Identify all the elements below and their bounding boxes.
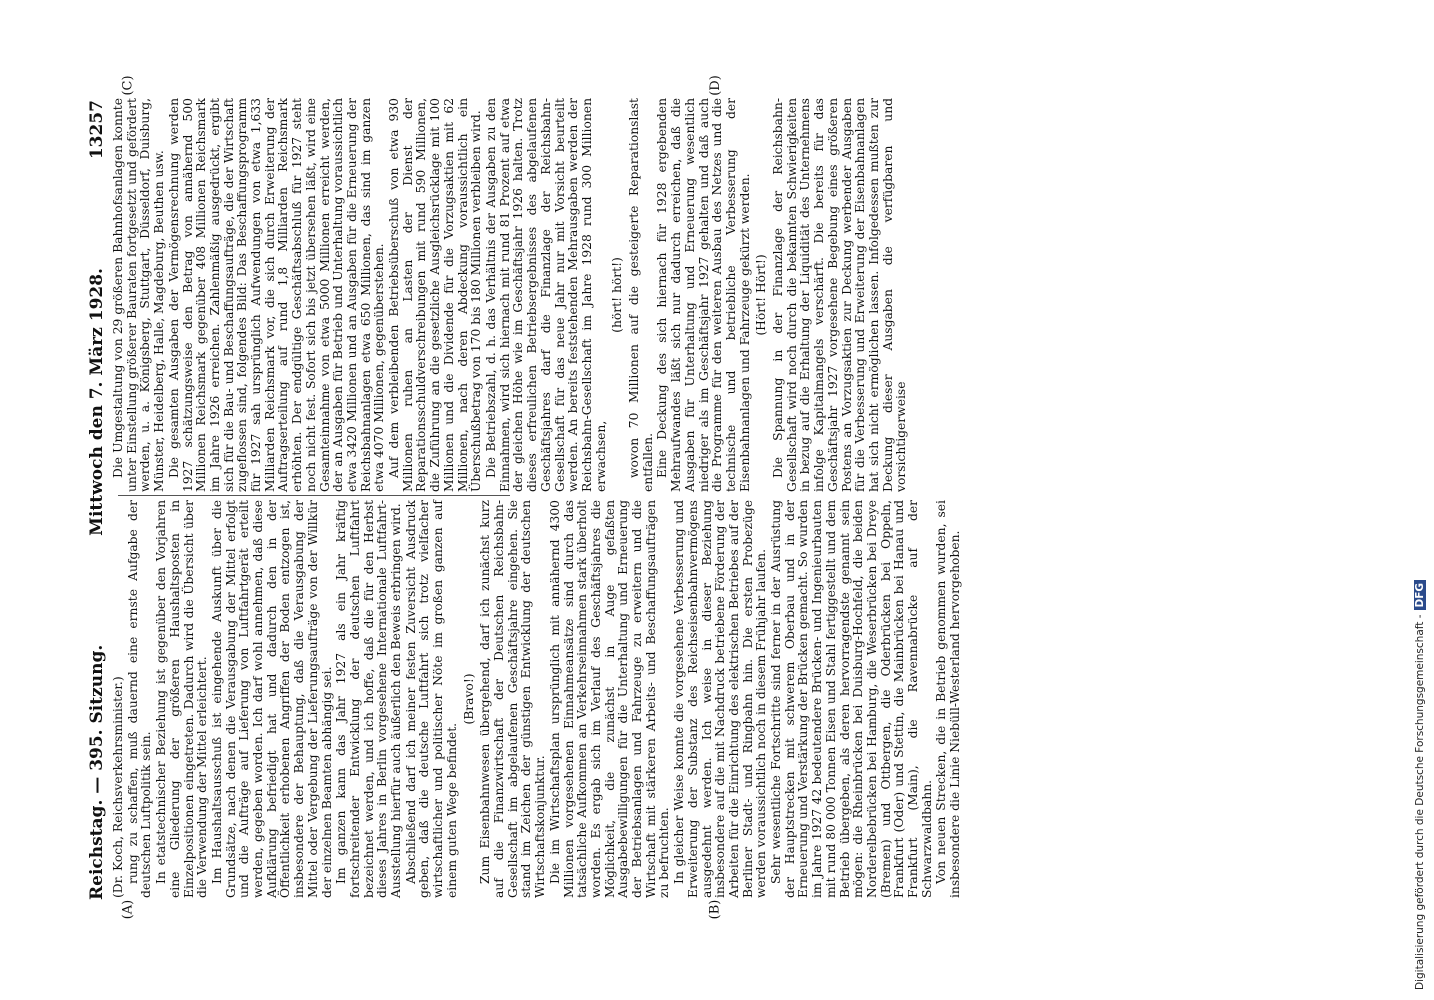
page-header [82,100,112,900]
margin-mark-a: (A) [120,899,136,920]
dfg-sidebar [1414,580,1426,990]
paragraph: wovon 70 Millionen auf die gesteigerte Reparationslast entfallen. [627,98,655,492]
paragraph: In gleicher Weise konnte die vorgesehene Verbesserung und Erweiterung der Substanz des Reichseisenbahnvermögens ausgedehnt werden. Ich weise in dieser Beziehung insbesondere auf die mit Nachdruck betriebene Förderung der Arbeiten für die Einrichtung des elektrischen Betriebes auf der Berliner Stadt- und Ringbahn hin. Die ersten Probezüge werden voraussichtlich noch in diesem Frühjahr laufen. [672,500,769,898]
paragraph: Die im Wirtschaftsplan ursprünglich mit annähernd 4300 Millionen vorgesehenen Einnahmeansätze sind durch das tatsächliche Aufkommen an Verkehrseinnahmen stark überholt worden. Es ergab sich im Verlauf des Geschäftsjahres die Möglichkeit, die zunächst in Auge gefaßten Ausgabebewilligungen für die Unterhaltung und Erneuerung der Betriebsanlagen und Fahrzeuge zu erweitern und die Wirtschaft mit stärkeren Arbeits- und Beschaffungsaufträgen zu befruchten. [547,500,672,898]
paragraph: Abschließend darf ich meiner festen Zuversicht Ausdruck geben, daß die deutsche Luftfahrt sich trotz vielfacher wirtschaftlicher und politischer Nöte im großen ganzen auf einem guten Wege befindet. [403,500,459,898]
interjection: (Bravo!) [461,673,476,725]
paragraph: Die Umgestaltung von 29 größeren Bahnhofsanlagen konnte unter Einstellung größerer Bauraten fortgesetzt und gefördert werden, u. a. Königsberg, Stuttgart, Düsseldorf, Duisburg, Münster, Heidelberg, Halle, Magdeburg, Beuthen usw. [111,98,167,492]
interjection: (Hört! Hört!) [754,254,769,336]
sidebar-text: Digitalisierung gefördert durch die Deutsche Forschungsgemeinschaft - [1414,614,1426,990]
paragraph: rung zu schaffen, muß dauernd eine ernste Aufgabe der deutschen Luftpolitik sein. [125,500,154,898]
paragraph: Sehr wesentliche Fortschritte sind ferner in der Ausrüstung der Hauptstrecken mit schwerem Oberbau und in der Erneuerung und Verstärkung der Brücken gemacht. So wurden im Jahre 1927 42 bedeutendere Brücken- und Ingenieurbauten mit rund 80 000 Tonnen Eisen und Stahl fertiggestellt und dem Betrieb übergeben, als deren hervorragendste genannt sein mögen: die Rheinbrücken bei Duisburg-Hochfeld, die beiden Norderelbebrücken bei Hamburg, die Weserbrücken bei Dreye (Bremen) und Ottbergen, die Oderbrücken bei Oppeln, Frankfurt (Oder) und Stettin, die Mainbrücken bei Hanau und Frankfurt (Main), die Ravennabrücke auf der Schwarzwaldbahn. [769,500,934,898]
interjection: (hört! hört!) [610,257,625,333]
paragraph: Die Spannung in der Finanzlage der Reichsbahn-Gesellschaft wird noch durch die bekannten Schwierigkeiten in bezug auf die Erhaltung der Liquidität des Unternehmens infolge Kapitalmangels verschärft. Die bereits für das Geschäftsjahr 1927 vorgesehene Begebung eines größeren Postens an Vorzugsaktien zur Deckung werbender Ausgaben für die Verbesserung und Erweiterung der Eisenbahnanlagen hat sich nicht ermöglichen lassen. Infolgedessen mußten zur Deckung dieser Ausgaben die verfügbaren und vorsichtigerweise [771,98,909,492]
paragraph: Im ganzen kann das Jahr 1927 als ein Jahr kräftig fortschreitender Entwicklung der deutschen Luftfahrt bezeichnet werden, und ich hoffe, daß die für den Herbst dieses Jahres in Berlin vorgesehene Internationale Luftfahrt-Ausstellung hierfür auch äußerlich den Beweis erbringen wird. [334,500,404,898]
left-text-column [111,500,963,898]
page-number: 13257 [87,100,107,160]
paragraph: Eine Deckung des sich hiernach für 1928 ergebenden Mehraufwandes läßt sich nur dadurch erreichen, daß die Ausgaben für Unterhaltung und Erneuerung wesentlich niedriger als im Geschäftsjahr 1927 gehalten und daß auch die Programme für den weiteren Ausbau des Netzes und die technische und betriebliche Verbesserung der Eisenbahnanlagen und Fahrzeuge gekürzt werden. [655,98,752,492]
paragraph: Die gesamten Ausgaben der Vermögensrechnung werden 1927 schätzungsweise den Betrag von annähernd 500 Millionen Reichsmark gegenüber 408 Millionen Reichsmark im Jahre 1926 erreichen. Zahlenmäßig ausgedrückt, ergibt sich für die Bau- und Beschaffungsaufträge, die der Wirtschaft zugeflossen sind, folgendes Bild: Das Beschaffungsprogramm für 1927 sah ursprünglich Aufwendungen von etwa 1,633 Milliarden Reichsmark vor, die sich durch Erweiterung der Auftragserteilung auf rund 1,8 Milliarden Reichsmark erhöhten. Der endgültige Geschäftsabschluß für 1927 steht noch nicht fest. Sofort sich bis jetzt übersehen läßt, wird eine Gesamteinnahme von etwa 5000 Millionen erreicht werden, der an Ausgaben für Betrieb und Unterhaltung voraussichtlich etwa 3420 Millionen und an Ausgaben für die Erneuerung der Reichsbahnanlagen etwa 650 Millionen, das sind im ganzen etwa 4070 Millionen, gegenüberstehen. [166,98,387,492]
right-text-column [111,98,909,492]
paragraph: Im Haushaltsausschuß ist eingehende Auskunft über die Grundsätze, nach denen die Verausgabung der Mittel erfolgt und die Aufträge auf Lieferung von Luftfahrtgerät erteilt werden, gegeben worden. Ich darf wohl annehmen, daß diese Aufklärung befriedigt hat und dadurch den in der Öffentlichkeit erhobenen Angriffen der Boden entzogen ist, insbesondere der Behauptung, daß die Verausgabung der Mittel oder Vergebung der Lieferungsaufträge von der Willkür der einzelnen Beamten abhängig sei. [209,500,334,898]
paragraph: In etatstechnischer Beziehung ist gegenüber den Vorjahren eine Gliederung der größeren Haushaltsposten in Einzelpositionen eingetreten. Dadurch wird die Übersicht über die Verwendung der Mittel erleichtert. [154,500,210,898]
paragraph: Von neuen Strecken, die in Betrieb genommen wurden, sei insbesondere die Linie Niebüll-Westerland hervorgehoben. [934,500,963,898]
dfg-logo: DFG [1414,580,1426,611]
margin-mark-c: (C) [120,75,136,96]
paragraph: Die Betriebszahl, d. h. das Verhältnis der Ausgaben zu den Einnahmen, wird sich hiernach mit rund 81 Prozent auf etwa der gleichen Höhe wie im Geschäftsjahr 1926 halten. Trotz dieses erfreulichen Betriebsergebnisses des abgelaufenen Geschäftsjahres darf die Finanzlage der Reichsbahn-Gesellschaft für das neue Jahr nur mit Vorsicht beurteilt werden. An bereits feststehenden Mehrausgaben werden der Reichsbahn-Gesellschaft im Jahre 1928 rund 300 Millionen erwachsen, [483,98,608,492]
header-date: Mittwoch den 7. März 1928. [87,268,107,536]
speaker-line: (Dr. Koch, Reichsverkehrsminister.) [111,676,125,898]
margin-mark-b: (B) [707,899,723,920]
margin-mark-d: (D) [707,75,723,96]
paragraph: Zum Eisenbahnwesen übergehend, darf ich zunächst kurz auf die Finanzwirtschaft der Deutschen Reichsbahn-Gesellschaft im abgelaufenen Geschäftsjahre eingehen. Sie stand im Zeichen der günstigen Entwicklung der deutschen Wirtschaftskonjunktur. [478,500,548,898]
paragraph: Auf dem verbleibenden Betriebsüberschuß von etwa 930 Millionen ruhen an Lasten der Dienst der Reparationsschuldverschreibungen mit rund 590 Millionen, die Zuführung an die gesetzliche Ausgleichsrücklage mit 100 Millionen und die Dividende für die Vorzugsaktien mit 62 Millionen, nach deren Abdeckung voraussichtlich ein Überschußbetrag von 170 bis 180 Millionen verbleiben wird. [387,98,484,492]
header-left: Reichstag. — 395. Sitzung. [87,644,107,900]
column-divider [118,495,510,496]
